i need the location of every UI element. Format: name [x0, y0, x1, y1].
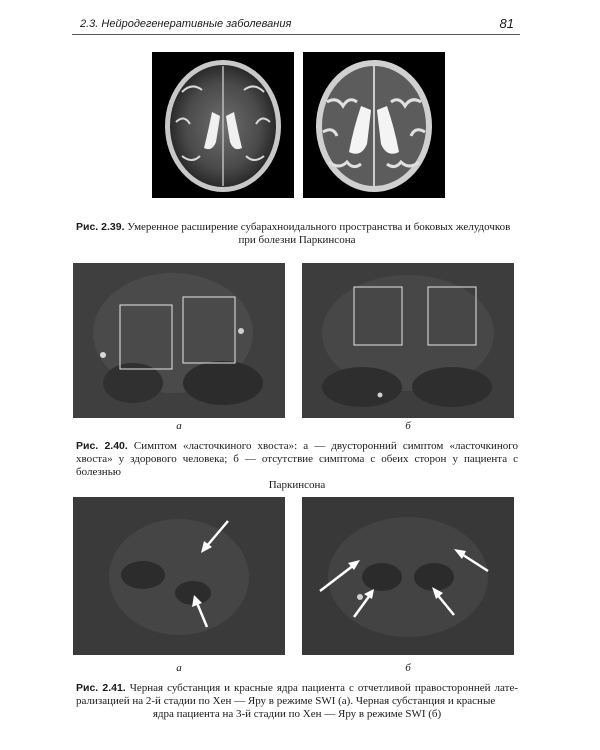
swi-image-stage2	[73, 497, 285, 655]
caption-text: ядра пациента на 3-й стадии по Хен — Яру в режиме SWI (б)	[152, 708, 442, 720]
caption-text: Симптом «ласточкиного хвоста»: а — двусторонний симптом «ласточкиного	[133, 440, 518, 452]
header-rule	[72, 34, 520, 35]
section-title: 2.3. Нейродегенеративные заболевания	[80, 18, 292, 30]
figure-label: Рис. 2.41.	[76, 682, 126, 694]
mri-axial-image-right	[303, 52, 445, 198]
caption-text: рализацией на 2-й стадии по Хен — Яру в режиме SWI (а). Черная субстанция и красные	[76, 695, 496, 707]
subfigure-label-a: а	[176, 662, 182, 674]
caption-text: Паркинсона	[268, 479, 326, 491]
page-number: 81	[499, 16, 514, 31]
figure-2-41-caption	[76, 682, 518, 721]
figure-label: Рис. 2.39.	[76, 221, 125, 233]
subfigure-label-b: б	[405, 662, 411, 674]
subfigure-label-a: а	[176, 420, 182, 432]
caption-text: при болезни Паркинсона	[238, 234, 356, 246]
caption-text: хвоста» у здорового человека; б — отсутствие симптома с обеих сторон у пациента с болезнью	[76, 453, 518, 478]
swi-image-stage3	[302, 497, 514, 655]
swi-image-a	[73, 263, 285, 418]
caption-text: Черная субстанция и красные ядра пациента с отчетливой правосторонней лате-	[129, 682, 518, 694]
subfigure-label-b: б	[405, 420, 411, 432]
figure-label: Рис. 2.40.	[76, 440, 128, 452]
mri-axial-image-left	[152, 52, 294, 198]
figure-2-39-caption	[76, 221, 518, 247]
caption-text: Умеренное расширение субарахноидального пространства и боковых желудочков	[127, 221, 511, 233]
running-header	[72, 12, 520, 32]
swi-image-b	[302, 263, 514, 418]
figure-2-40-caption	[76, 440, 518, 492]
